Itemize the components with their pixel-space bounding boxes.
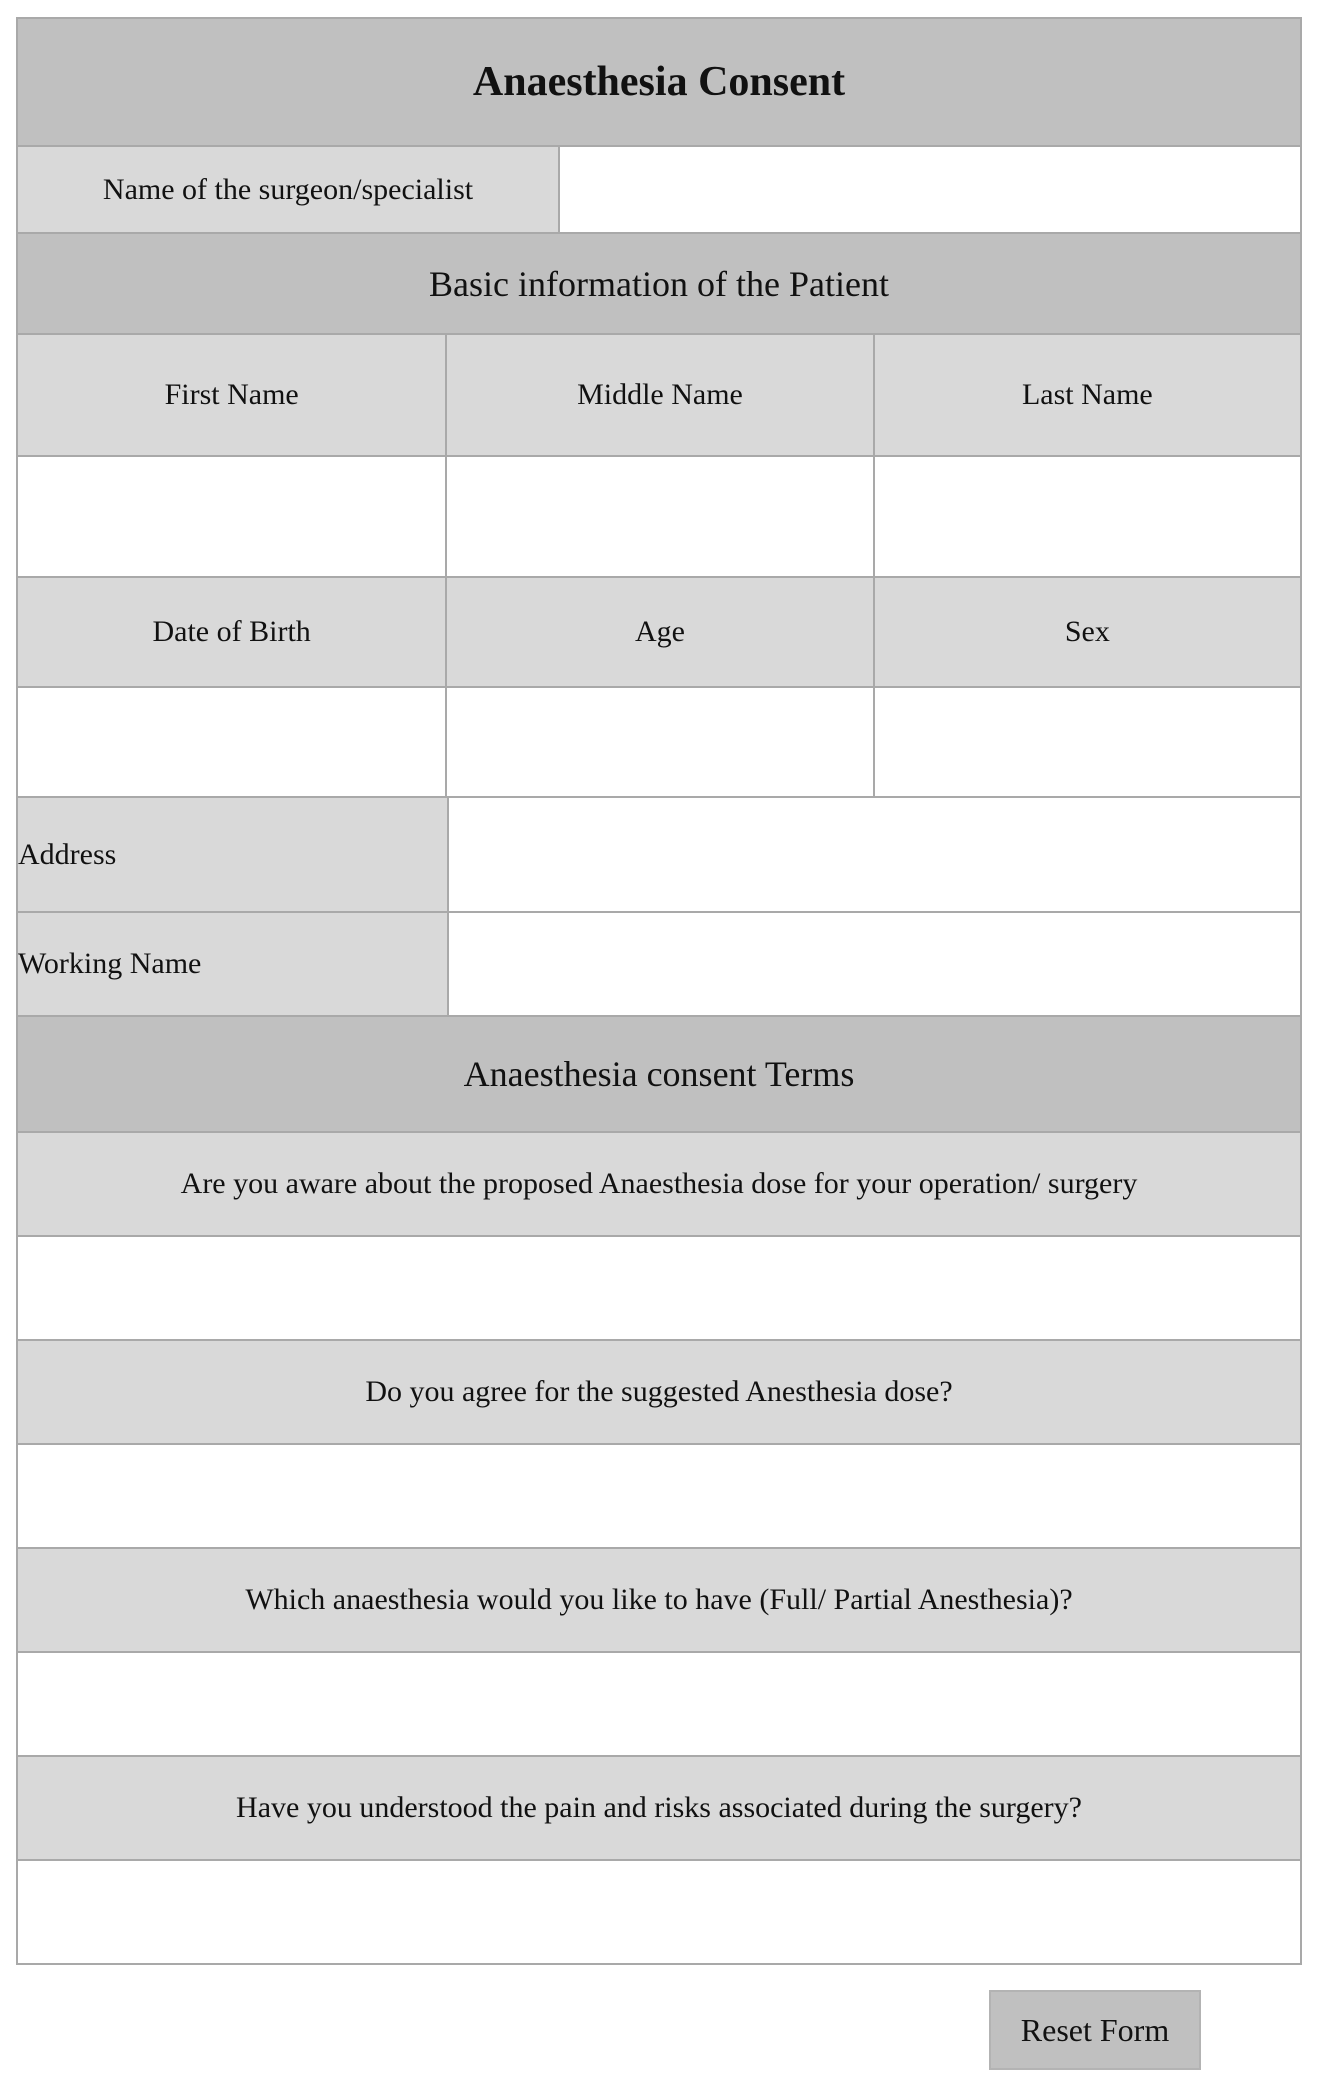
answer-row — [18, 1235, 1300, 1339]
question-row — [18, 1755, 1300, 1859]
question-2-label: Do you agree for the suggested Anesthesia dose? — [365, 1375, 953, 1408]
last-name-cell — [873, 457, 1300, 576]
dob-cell — [18, 688, 445, 796]
answer-row — [18, 1651, 1300, 1755]
reset-form-button[interactable]: Reset Form — [989, 1990, 1201, 2070]
surgeon-input[interactable] — [560, 147, 1300, 232]
age-input[interactable] — [447, 688, 872, 796]
question-4-label: Have you understood the pain and risks associated during the surgery? — [236, 1791, 1082, 1824]
answer-1-input[interactable] — [18, 1237, 1300, 1339]
first-name-label: First Name — [164, 378, 299, 411]
working-name-input[interactable] — [449, 913, 1300, 1015]
terms-section-header — [18, 1015, 1300, 1131]
address-cell — [447, 798, 1300, 911]
sex-input[interactable] — [875, 688, 1300, 796]
answer-row — [18, 1859, 1300, 1963]
question-row — [18, 1131, 1300, 1235]
answer-3-input[interactable] — [18, 1653, 1300, 1755]
last-name-label: Last Name — [873, 335, 1300, 455]
answer-1-cell — [18, 1237, 1300, 1339]
middle-name-input[interactable] — [447, 457, 872, 576]
age-cell — [445, 688, 872, 796]
form-title: Anaesthesia Consent — [472, 59, 846, 105]
answer-2-cell — [18, 1445, 1300, 1547]
answer-row — [18, 1443, 1300, 1547]
answer-4-cell — [18, 1861, 1300, 1963]
dob-inputs-row — [18, 686, 1300, 796]
dob-label: Date of Birth — [152, 615, 311, 648]
last-name-input[interactable] — [875, 457, 1300, 576]
consent-form — [16, 17, 1302, 1965]
dob-input[interactable] — [18, 688, 445, 796]
middle-name-cell — [445, 457, 872, 576]
age-label: Age — [445, 578, 872, 686]
answer-4-input[interactable] — [18, 1861, 1300, 1963]
first-name-input[interactable] — [18, 457, 445, 576]
answer-2-input[interactable] — [18, 1445, 1300, 1547]
name-labels-row — [18, 333, 1300, 455]
surgeon-label: Name of the surgeon/specialist — [18, 147, 558, 232]
question-row — [18, 1339, 1300, 1443]
question-row — [18, 1547, 1300, 1651]
question-3-label: Which anaesthesia would you like to have (Full/ Partial Anesthesia)? — [245, 1583, 1073, 1616]
working-name-row — [18, 911, 1300, 1015]
question-1-label: Are you aware about the proposed Anaesthesia dose for your operation/ surgery — [180, 1167, 1138, 1200]
address-input[interactable] — [449, 798, 1300, 911]
dob-labels-row — [18, 576, 1300, 686]
form-header — [18, 19, 1300, 145]
working-name-cell — [447, 913, 1300, 1015]
sex-label: Sex — [873, 578, 1300, 686]
terms-section-title: Anaesthesia consent Terms — [463, 1054, 855, 1094]
answer-3-cell — [18, 1653, 1300, 1755]
first-name-cell — [18, 457, 445, 576]
name-inputs-row — [18, 455, 1300, 576]
address-row — [18, 796, 1300, 911]
address-label: Address — [18, 798, 447, 911]
working-name-label: Working Name — [18, 913, 447, 1015]
surgeon-row — [18, 145, 1300, 232]
patient-section-header — [18, 232, 1300, 333]
patient-section-title: Basic information of the Patient — [429, 263, 889, 304]
middle-name-label: Middle Name — [445, 335, 872, 455]
surgeon-cell — [558, 147, 1300, 232]
sex-cell — [873, 688, 1300, 796]
